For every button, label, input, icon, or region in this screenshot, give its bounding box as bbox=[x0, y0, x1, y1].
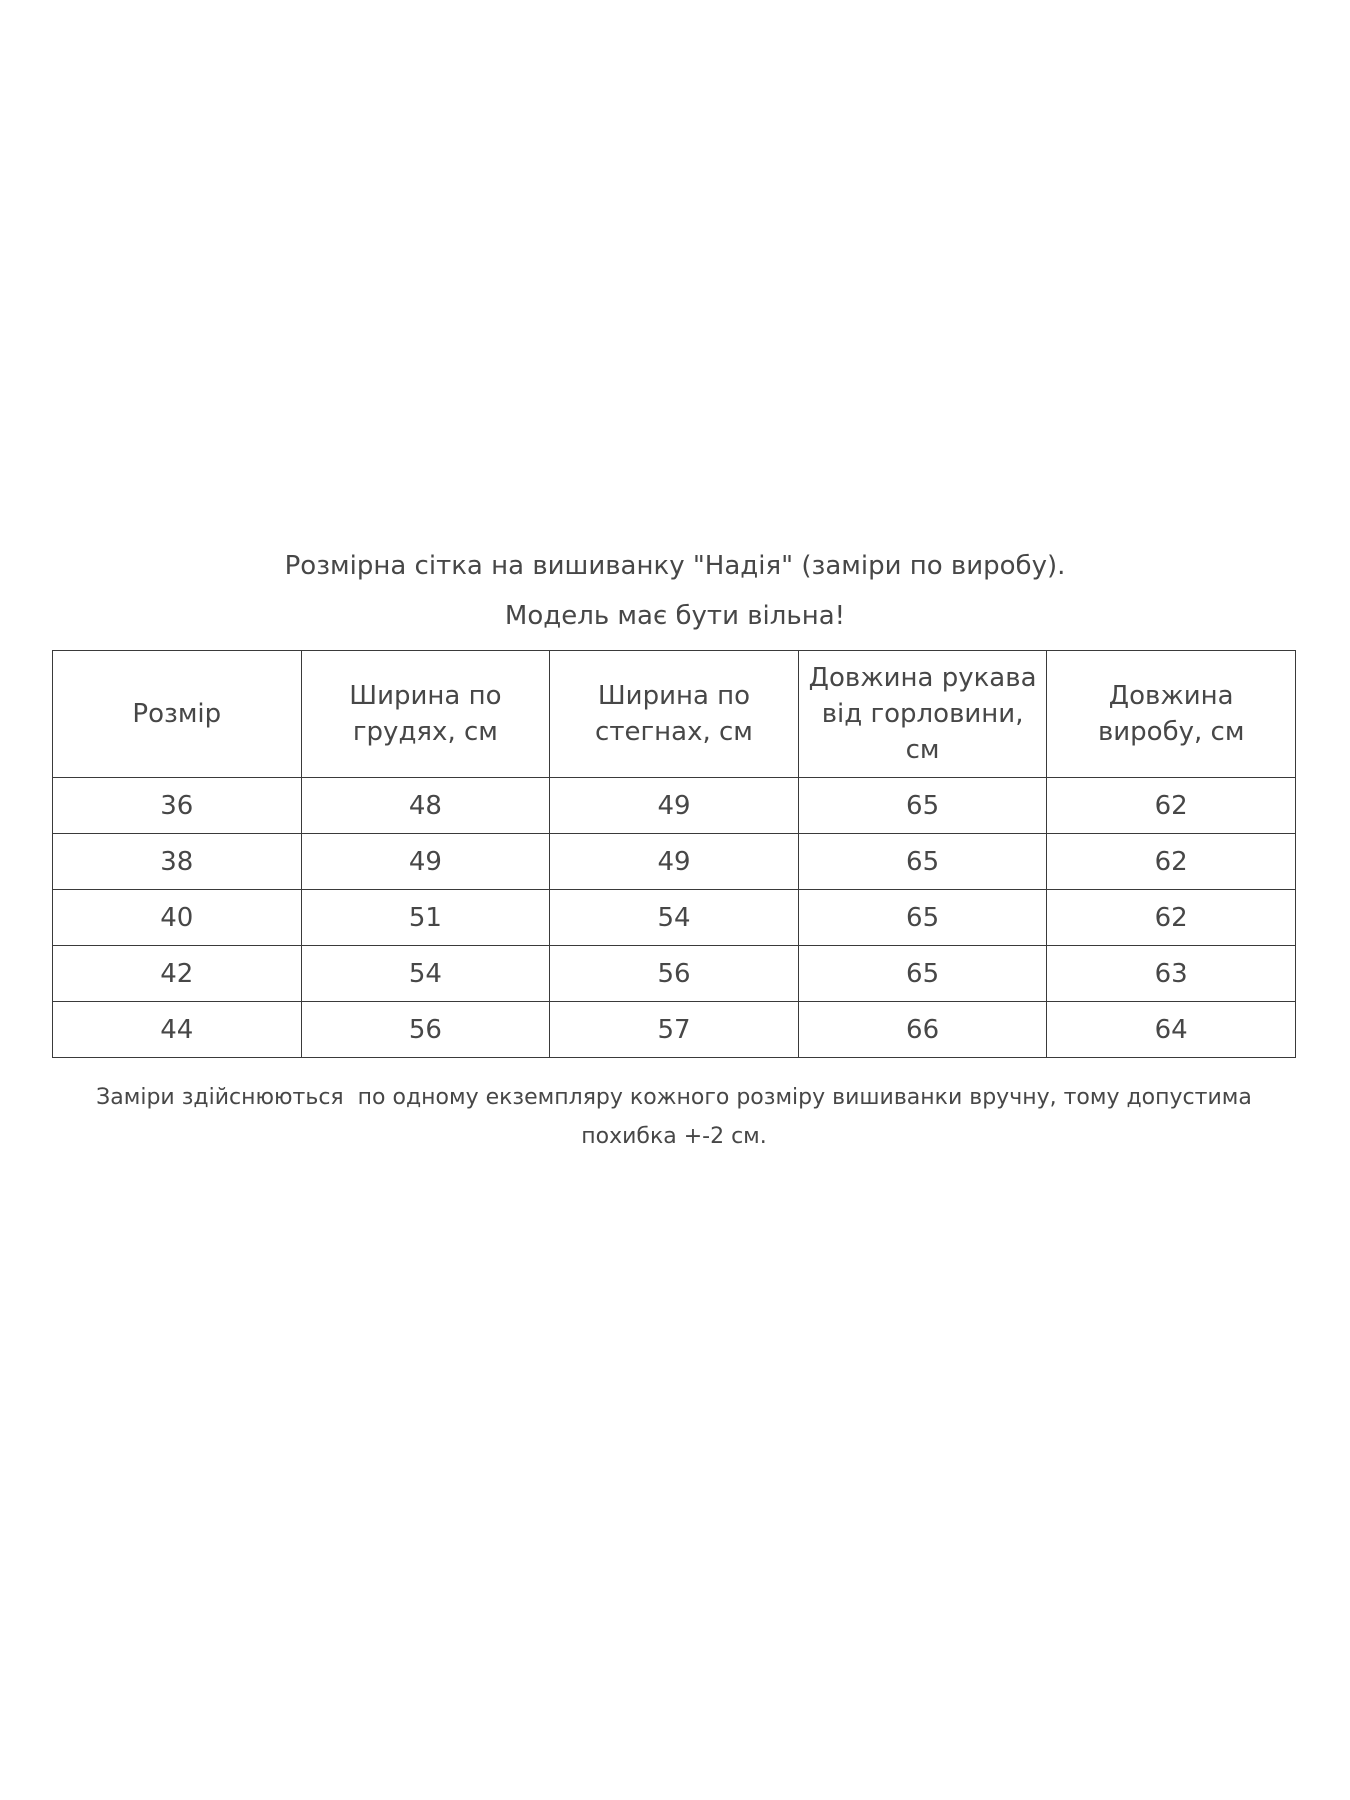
column-header-sleeve-length: Довжина рукава від горловини, см bbox=[798, 651, 1047, 778]
table-cell: 42 bbox=[53, 946, 302, 1002]
table-cell: 48 bbox=[301, 778, 550, 834]
column-header-garment-length: Довжина виробу, см bbox=[1047, 651, 1296, 778]
page-subtitle: Модель має бути вільна! bbox=[504, 601, 846, 631]
page-title: Розмірна сітка на вишиванку "Надія" (заміри по виробу). bbox=[284, 551, 1066, 581]
table-row bbox=[53, 834, 1296, 890]
table-cell: 63 bbox=[1047, 946, 1296, 1002]
table-cell: 36 bbox=[53, 778, 302, 834]
column-header-size: Розмір bbox=[53, 651, 302, 778]
table-cell: 66 bbox=[798, 1002, 1047, 1058]
table-cell: 57 bbox=[550, 1002, 799, 1058]
table-cell: 49 bbox=[301, 834, 550, 890]
table-cell: 54 bbox=[301, 946, 550, 1002]
table-cell: 64 bbox=[1047, 1002, 1296, 1058]
table-row bbox=[53, 890, 1296, 946]
table-cell: 62 bbox=[1047, 778, 1296, 834]
table-cell: 56 bbox=[550, 946, 799, 1002]
table-cell: 49 bbox=[550, 834, 799, 890]
table-row bbox=[53, 1002, 1296, 1058]
column-header-chest-width: Ширина по грудях, см bbox=[301, 651, 550, 778]
table-cell: 38 bbox=[53, 834, 302, 890]
size-table bbox=[52, 650, 1296, 1058]
table-cell: 65 bbox=[798, 834, 1047, 890]
measurement-footnote: Заміри здійснюються по одному екземпляру кожного розміру вишиванки вручну, тому допустима похибка +-2 см. bbox=[96, 1085, 1259, 1149]
table-header-row bbox=[53, 651, 1296, 778]
table-cell: 62 bbox=[1047, 834, 1296, 890]
table-cell: 40 bbox=[53, 890, 302, 946]
table-cell: 44 bbox=[53, 1002, 302, 1058]
table-cell: 62 bbox=[1047, 890, 1296, 946]
table-cell: 65 bbox=[798, 778, 1047, 834]
table-cell: 51 bbox=[301, 890, 550, 946]
table-cell: 65 bbox=[798, 946, 1047, 1002]
table-row bbox=[53, 946, 1296, 1002]
column-header-hip-width: Ширина по стегнах, см bbox=[550, 651, 799, 778]
table-cell: 56 bbox=[301, 1002, 550, 1058]
table-cell: 49 bbox=[550, 778, 799, 834]
table-cell: 54 bbox=[550, 890, 799, 946]
table-row bbox=[53, 778, 1296, 834]
table-cell: 65 bbox=[798, 890, 1047, 946]
